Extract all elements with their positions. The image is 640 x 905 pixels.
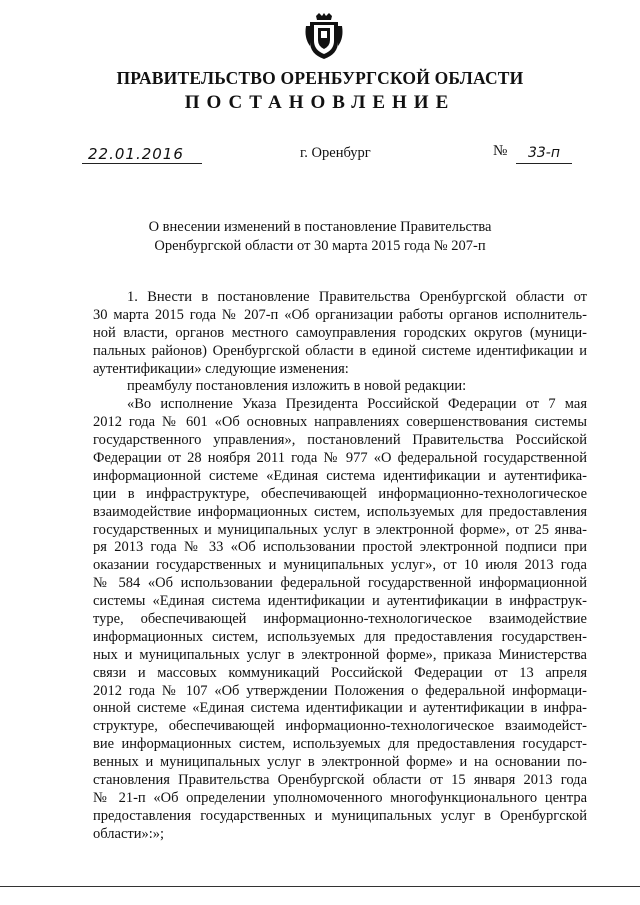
document-body — [93, 289, 587, 844]
body-line: ной власти, органов местного самоуправления городских округов (муници- — [93, 324, 587, 341]
body-line: становления Правительства Оренбургской области от 15 января 2013 года — [93, 772, 587, 789]
document-number: 33-п — [516, 146, 572, 164]
body-line: ции в инфраструктуре, обеспечивающей информационно-технологическое — [93, 485, 587, 502]
body-line: аутентификации» следующие изменения: — [93, 360, 349, 377]
body-line: ных и муниципальных услуг в электронной форме», приказа Министерства — [93, 646, 587, 663]
body-line: онной системе «Единая система идентификации и аутентификации в инфра- — [93, 700, 587, 717]
body-line: 2012 года № 601 «Об основных направлениях совершенствования системы — [93, 414, 587, 431]
body-line: «Во исполнение Указа Президента Российской Федерации от 7 мая — [127, 396, 587, 413]
body-line: 2012 года № 107 «Об утверждении Положения о федеральной информаци- — [93, 682, 587, 699]
document-type-title: ПОСТАНОВЛЕНИЕ — [184, 92, 456, 113]
body-line: 1. Внести в постановление Правительства Оренбургской области от — [127, 289, 587, 305]
body-line: Федерации от 28 ноября 2011 года № 977 «О федеральной государственной — [93, 450, 587, 467]
body-line: предоставления государственных и муниципальных услуг в Оренбургской — [93, 807, 587, 824]
body-line: пальных районов) Оренбургской области в единой системе идентификации и — [93, 342, 587, 359]
body-line: № 21-п «Об определении уполномоченного многофункционального центра — [93, 789, 587, 806]
body-line: государственного управления», постановлений Правительства Российской — [93, 432, 587, 449]
page-bottom-edge — [0, 886, 640, 887]
body-line: взаимодействие информационных систем, используемых для предоставления — [93, 503, 587, 520]
coat-of-arms-icon — [304, 12, 344, 60]
body-line: государственных и муниципальных услуг в электронной форме», от 25 янва- — [93, 521, 587, 538]
body-line: вие информационных систем, используемых для предоставления государст- — [93, 736, 587, 753]
body-line: информационных систем, используемых для предоставления государствен- — [93, 628, 587, 645]
body-line: структуре, обеспечивающей информационно-технологическое взаимодейст- — [93, 718, 587, 735]
document-date: 22.01.2016 — [82, 146, 202, 164]
subject-line: Оренбургской области от 30 марта 2015 года № 207-п — [154, 238, 486, 254]
body-line: системы «Единая система идентификации и аутентификации в инфраструк- — [93, 593, 587, 610]
subject-line: О внесении изменений в постановление Правительства — [148, 219, 492, 235]
body-line: ря 2013 года № 33 «Об использовании простой электронной подписи при — [93, 539, 587, 556]
body-line: 30 марта 2015 года № 207-п «Об организации работы органов исполнитель- — [93, 306, 587, 323]
document-subject — [0, 218, 640, 256]
body-line: связи и массовых коммуникаций Российской Федерации от 13 апреля — [93, 664, 587, 681]
body-line: преамбулу постановления изложить в новой редакции: — [127, 378, 467, 395]
document-city: г. Оренбург — [300, 145, 371, 161]
body-line: туре, обеспечивающей информационно-технологическое взаимодействие — [93, 611, 587, 628]
body-line: области»:»; — [93, 825, 165, 842]
body-line: венных и муниципальных услуг в электронной форме» и на основании по- — [93, 754, 587, 771]
organization-title: ПРАВИТЕЛЬСТВО ОРЕНБУРГСКОЙ ОБЛАСТИ — [116, 68, 524, 88]
body-line: № 584 «Об использовании федеральной государственной информационной — [93, 575, 587, 592]
body-line: оказании государственных и муниципальных услуг», от 10 июля 2013 года — [93, 557, 587, 574]
body-line: информационной системе «Единая система идентификации и аутентифика- — [93, 467, 587, 484]
document-number-label: № — [493, 143, 508, 159]
